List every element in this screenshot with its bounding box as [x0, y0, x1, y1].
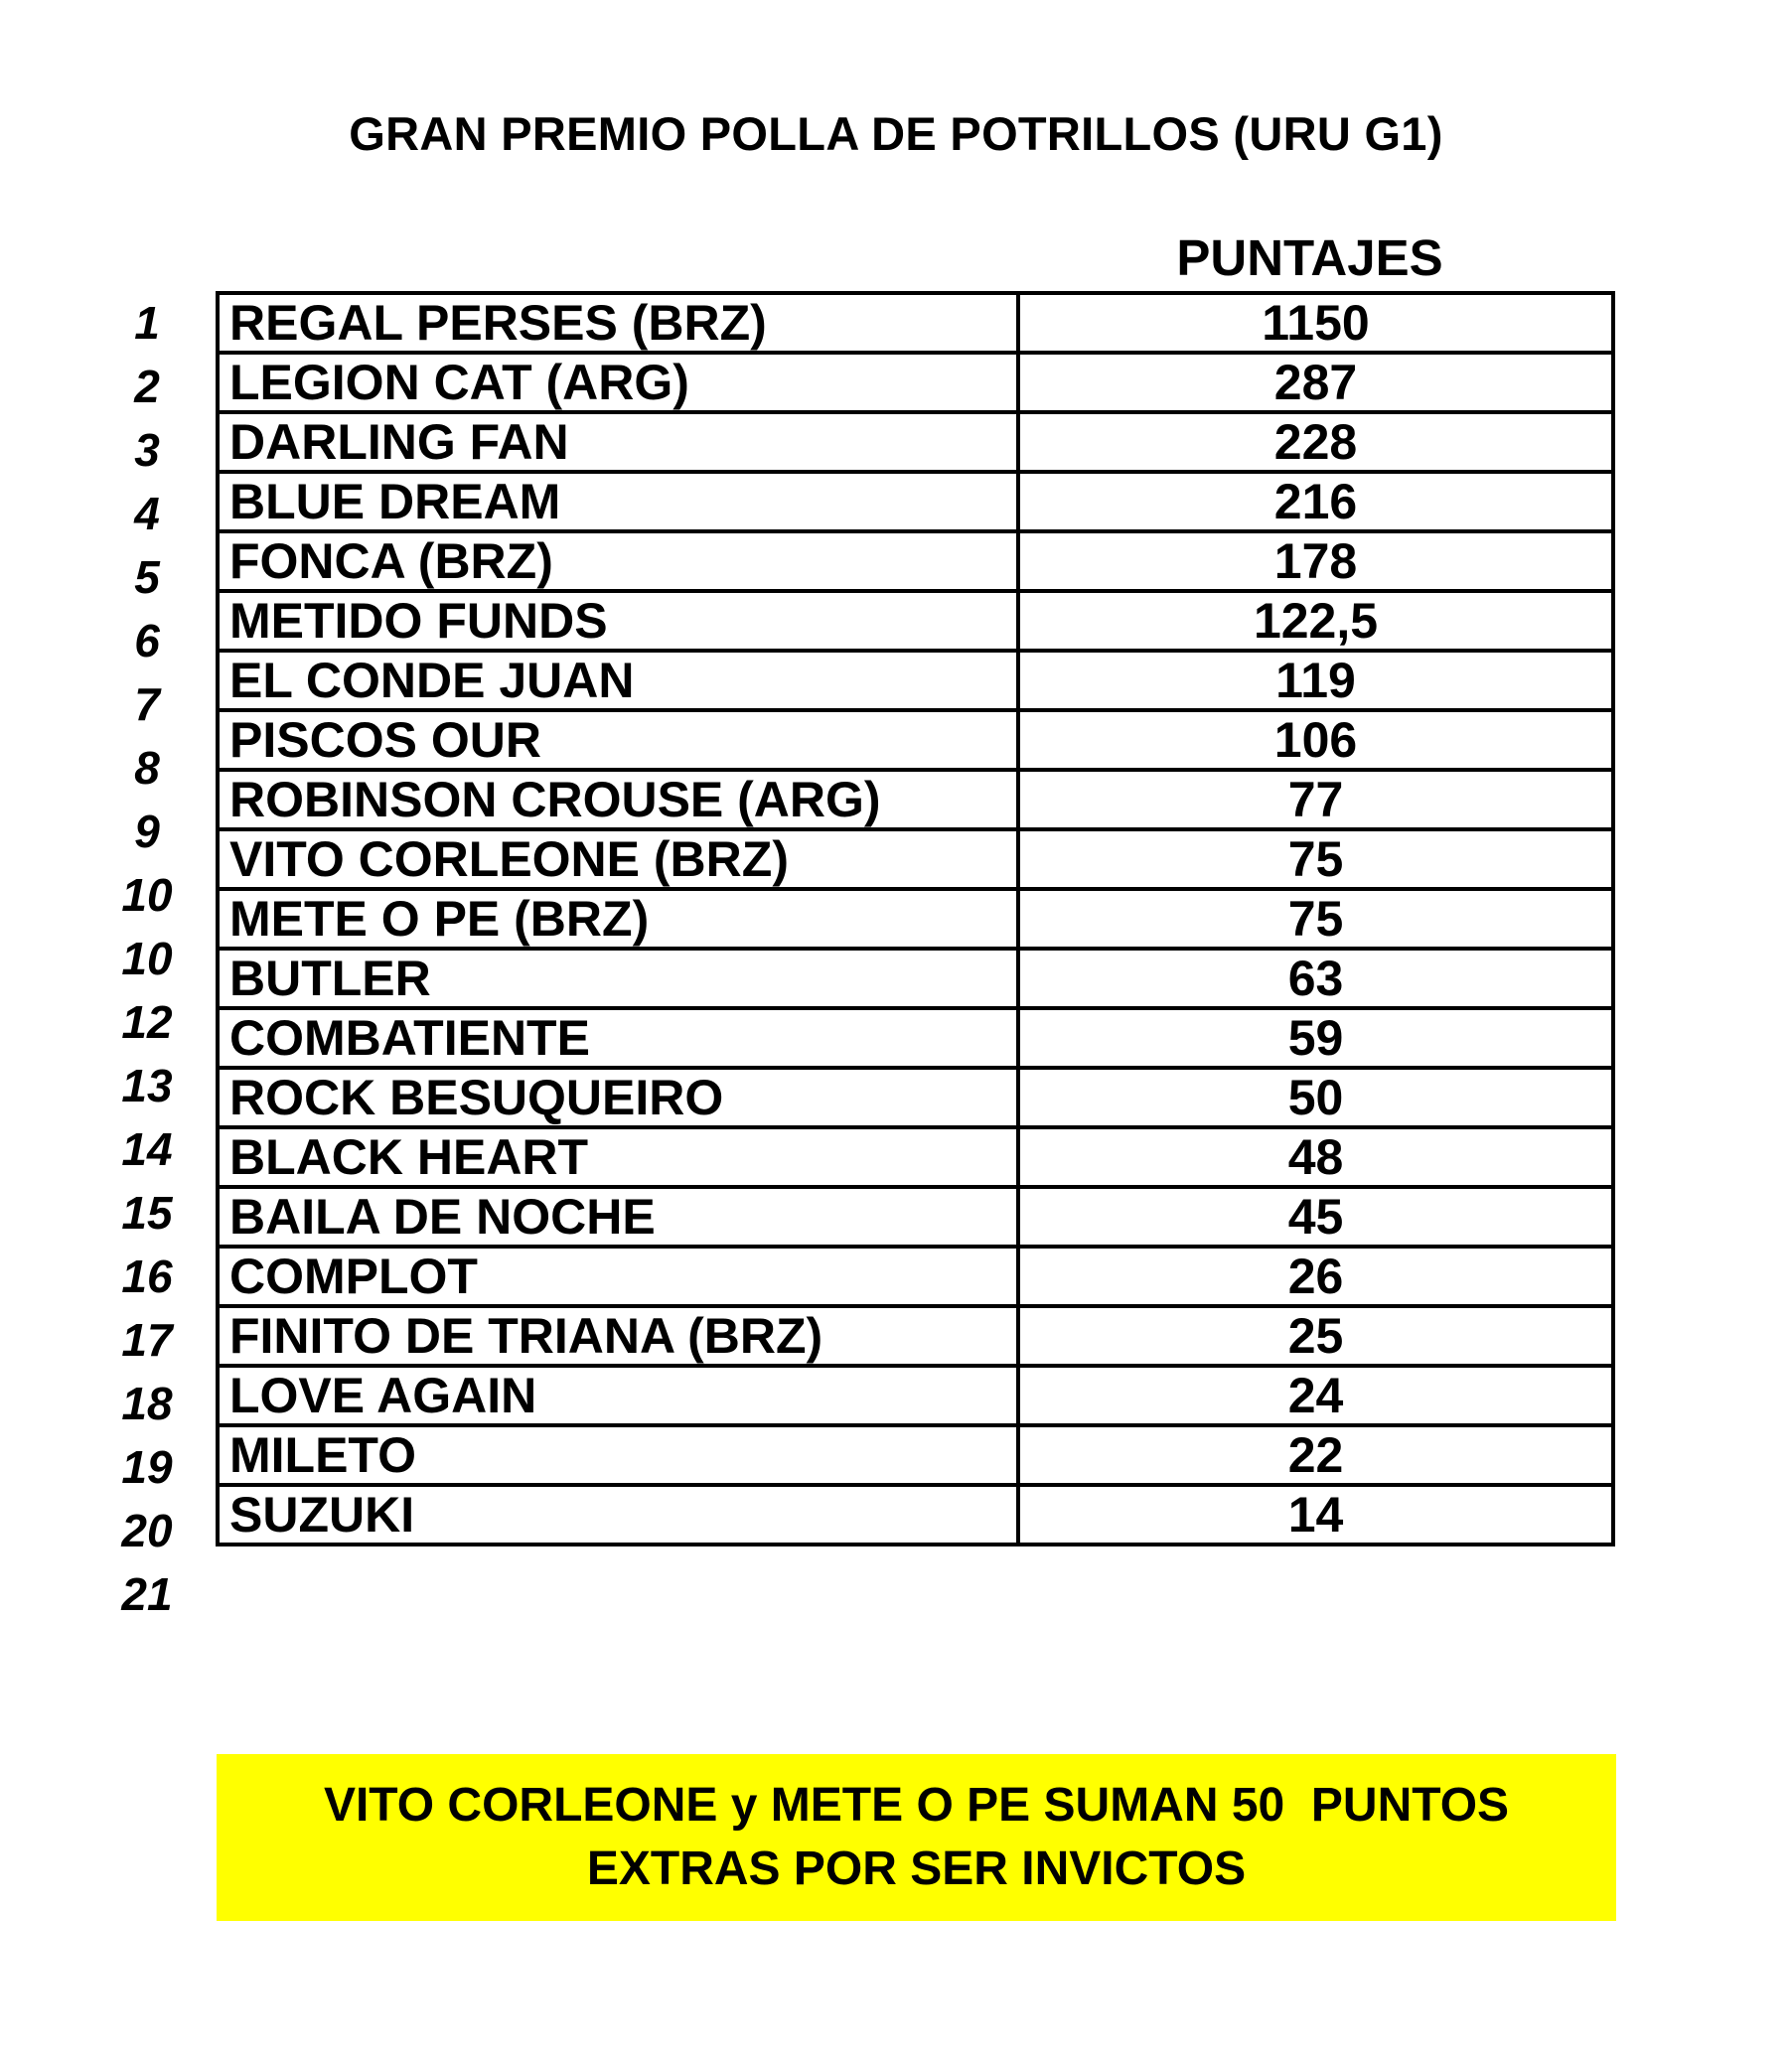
horse-name: COMPLOT: [218, 1247, 1018, 1306]
table-row: [218, 1306, 1613, 1366]
rank-number: 16: [121, 1251, 173, 1302]
table-row: [218, 412, 1613, 472]
horse-name: BLUE DREAM: [218, 472, 1018, 531]
score-value: 178: [1018, 531, 1613, 591]
score-value: 25: [1018, 1306, 1613, 1366]
horse-name: VITO CORLEONE (BRZ): [218, 829, 1018, 889]
rank-number: 1: [134, 297, 160, 349]
rank-number: 7: [134, 678, 160, 730]
rank-number: 14: [121, 1123, 173, 1175]
horse-name: LOVE AGAIN: [218, 1366, 1018, 1425]
rank-number: 4: [134, 488, 160, 539]
note-line-2: EXTRAS POR SER INVICTOS: [586, 1842, 1247, 1895]
rank-number: 8: [134, 742, 160, 794]
horse-name: COMBATIENTE: [218, 1008, 1018, 1068]
horse-name: SUZUKI: [218, 1485, 1018, 1545]
table-row: [218, 353, 1613, 412]
horse-name: BUTLER: [218, 949, 1018, 1008]
table-row: [218, 1366, 1613, 1425]
horse-name: FINITO DE TRIANA (BRZ): [218, 1306, 1018, 1366]
horse-name: PISCOS OUR: [218, 710, 1018, 770]
score-value: 24: [1018, 1366, 1613, 1425]
rank-number: 15: [121, 1187, 173, 1239]
rank-number: 17: [121, 1314, 173, 1366]
table-row: [218, 889, 1613, 949]
horse-name: BAILA DE NOCHE: [218, 1187, 1018, 1247]
horse-name: LEGION CAT (ARG): [218, 353, 1018, 412]
score-value: 48: [1018, 1127, 1613, 1187]
rank-number: 20: [121, 1505, 173, 1556]
rank-number: 6: [134, 615, 160, 666]
score-value: 45: [1018, 1187, 1613, 1247]
table-row: [218, 651, 1613, 710]
score-value: 50: [1018, 1068, 1613, 1127]
table-row: [218, 1008, 1613, 1068]
table-row: [218, 293, 1613, 353]
horse-name: EL CONDE JUAN: [218, 651, 1018, 710]
rank-number: 19: [121, 1441, 173, 1493]
score-value: 287: [1018, 353, 1613, 412]
horse-name: METIDO FUNDS: [218, 591, 1018, 651]
rank-number: 2: [134, 361, 160, 412]
rank-number: 10: [121, 869, 173, 921]
rank-number: 9: [134, 806, 160, 857]
rank-number: 5: [134, 551, 160, 603]
score-value: 75: [1018, 889, 1613, 949]
horse-name: ROCK BESUQUEIRO: [218, 1068, 1018, 1127]
score-value: 216: [1018, 472, 1613, 531]
table-row: [218, 1485, 1613, 1545]
horse-name: DARLING FAN: [218, 412, 1018, 472]
score-column-header: PUNTAJES: [1176, 229, 1443, 286]
horse-name: BLACK HEART: [218, 1127, 1018, 1187]
rank-number: 12: [121, 996, 173, 1048]
rank-number: 10: [121, 933, 173, 984]
score-value: 119: [1018, 651, 1613, 710]
score-value: 106: [1018, 710, 1613, 770]
table-row: [218, 1068, 1613, 1127]
table-row: [218, 710, 1613, 770]
rank-number: 13: [121, 1060, 173, 1111]
score-value: 26: [1018, 1247, 1613, 1306]
highlight-note-box: [217, 1754, 1616, 1921]
score-value: 228: [1018, 412, 1613, 472]
horse-name: MILETO: [218, 1425, 1018, 1485]
note-line-1: VITO CORLEONE y METE O PE SUMAN 50 PUNTOS: [323, 1779, 1510, 1832]
page-title: GRAN PREMIO POLLA DE POTRILLOS (URU G1): [349, 107, 1443, 160]
score-value: 63: [1018, 949, 1613, 1008]
table-row: [218, 1425, 1613, 1485]
rank-number: 21: [121, 1568, 173, 1620]
table-row: [218, 1127, 1613, 1187]
table-row: [218, 1247, 1613, 1306]
table-row: [218, 770, 1613, 829]
table-row: [218, 829, 1613, 889]
table-row: [218, 949, 1613, 1008]
score-value: 122,5: [1018, 591, 1613, 651]
scores-table: [216, 291, 1615, 1546]
horse-name: REGAL PERSES (BRZ): [218, 293, 1018, 353]
score-value: 59: [1018, 1008, 1613, 1068]
score-value: 75: [1018, 829, 1613, 889]
horse-name: FONCA (BRZ): [218, 531, 1018, 591]
score-value: 14: [1018, 1485, 1613, 1545]
rank-number: 18: [121, 1378, 173, 1429]
horse-name: METE O PE (BRZ): [218, 889, 1018, 949]
table-row: [218, 591, 1613, 651]
score-value: 1150: [1018, 293, 1613, 353]
rank-number: 3: [134, 424, 160, 476]
score-value: 22: [1018, 1425, 1613, 1485]
table-row: [218, 472, 1613, 531]
score-value: 77: [1018, 770, 1613, 829]
horse-name: ROBINSON CROUSE (ARG): [218, 770, 1018, 829]
table-row: [218, 1187, 1613, 1247]
table-row: [218, 531, 1613, 591]
rank-column: [99, 291, 195, 1626]
